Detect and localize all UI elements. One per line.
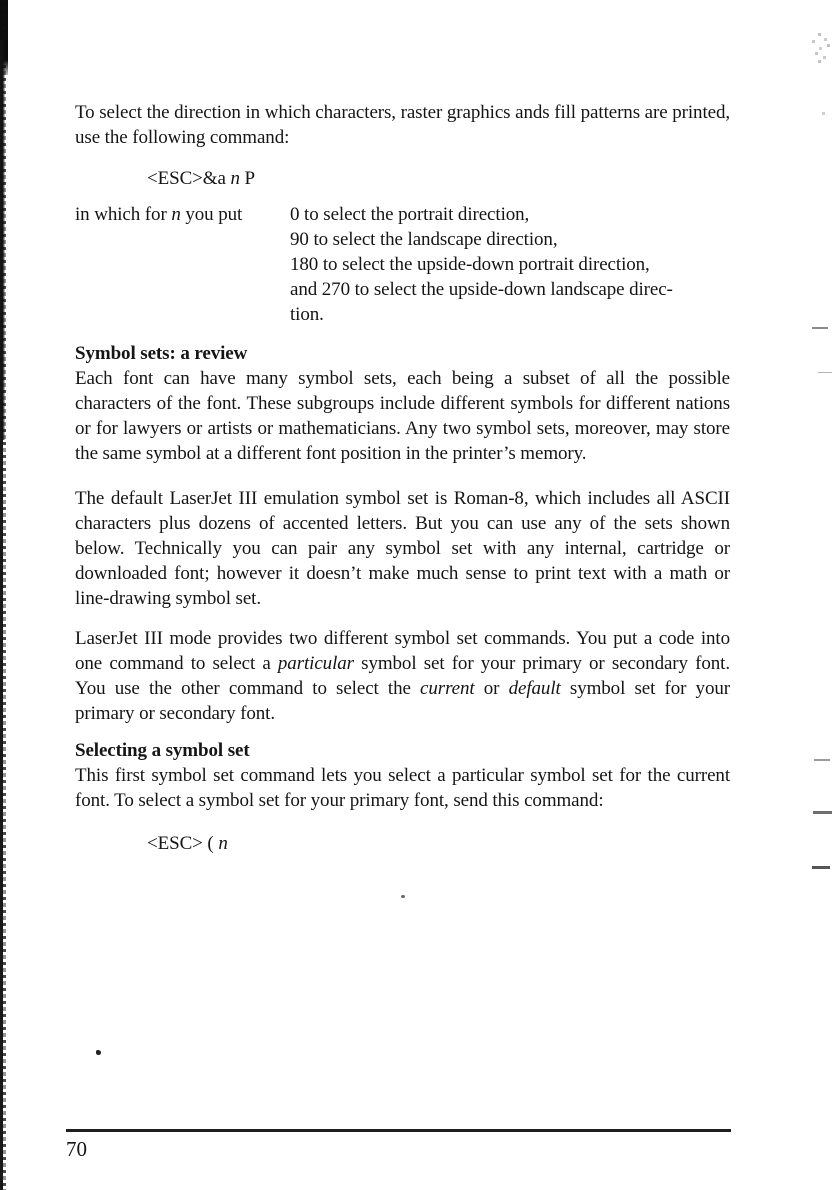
- margin-mark: [813, 811, 832, 814]
- command-orientation: <ESC>&a n P: [147, 168, 255, 189]
- paragraph-selecting: This first symbol set command lets you select a particular symbol set for the current font. To select a symbol set for your primary font, send this command:: [75, 765, 730, 811]
- paragraph-default-symbol-set: The default LaserJet III emulation symbol set is Roman-8, which includes all ASCII characters plus dozens of accented letters. But you can use any of the sets shown below. Technically you can pair any symbol set with any internal, cartridge or downloaded font; however it doesn’t make much sense to print text with a math or line-drawing symbol set.: [75, 488, 730, 609]
- paragraph-two-commands: LaserJet III mode provides two different symbol set commands. You put a code into one command to select a particular symbol set for your primary or secondary font. You use the other command to select the current or default symbol set for your primary or secondary font.: [75, 628, 730, 724]
- document-page: [75, 100, 730, 856]
- ink-spot: [401, 895, 405, 898]
- paragraph-symbol-subsets: Each font can have many symbol sets, each being a subset of all the possible characters of the font. These subgroups include different symbols for different nations or for lawyers or artists or mathematicians. Any two symbol sets, moreover, may store the same symbol at a different font position in the printer’s memory.: [75, 368, 730, 464]
- section-heading: Symbol sets: a review: [75, 343, 248, 364]
- param-line: 0 to select the portrait direction,: [290, 204, 530, 225]
- page-number: 70: [66, 1137, 87, 1161]
- parameter-explanation: [75, 202, 730, 327]
- footer-rule: [66, 1129, 731, 1132]
- scan-noise-speckles: [818, 33, 821, 36]
- ink-spot: [96, 1050, 101, 1055]
- section-symbol-sets-review: [75, 341, 730, 726]
- command-symbol-set: <ESC> ( n: [147, 833, 228, 854]
- margin-mark: [818, 372, 832, 373]
- parameter-label: in which for n you put: [75, 204, 243, 225]
- left-edge-scan-artifact-ragged: [2, 0, 6, 1190]
- section-heading: Selecting a symbol set: [75, 740, 250, 761]
- param-line: and 270 to select the upside-down landscape direc-: [290, 279, 673, 300]
- intro-paragraph: To select the direction in which characters, raster graphics ands fill patterns are printed, use the following command:: [75, 102, 730, 148]
- section-selecting-symbol-set: [75, 738, 730, 856]
- param-line: tion.: [290, 304, 324, 325]
- page-footer: [66, 1129, 731, 1161]
- param-line: 90 to select the landscape direction,: [290, 229, 558, 250]
- margin-mark: [812, 866, 830, 869]
- param-line: 180 to select the upside-down portrait direction,: [290, 254, 650, 275]
- margin-mark: [814, 759, 830, 761]
- parameter-values: [290, 202, 730, 327]
- margin-mark: [812, 327, 828, 329]
